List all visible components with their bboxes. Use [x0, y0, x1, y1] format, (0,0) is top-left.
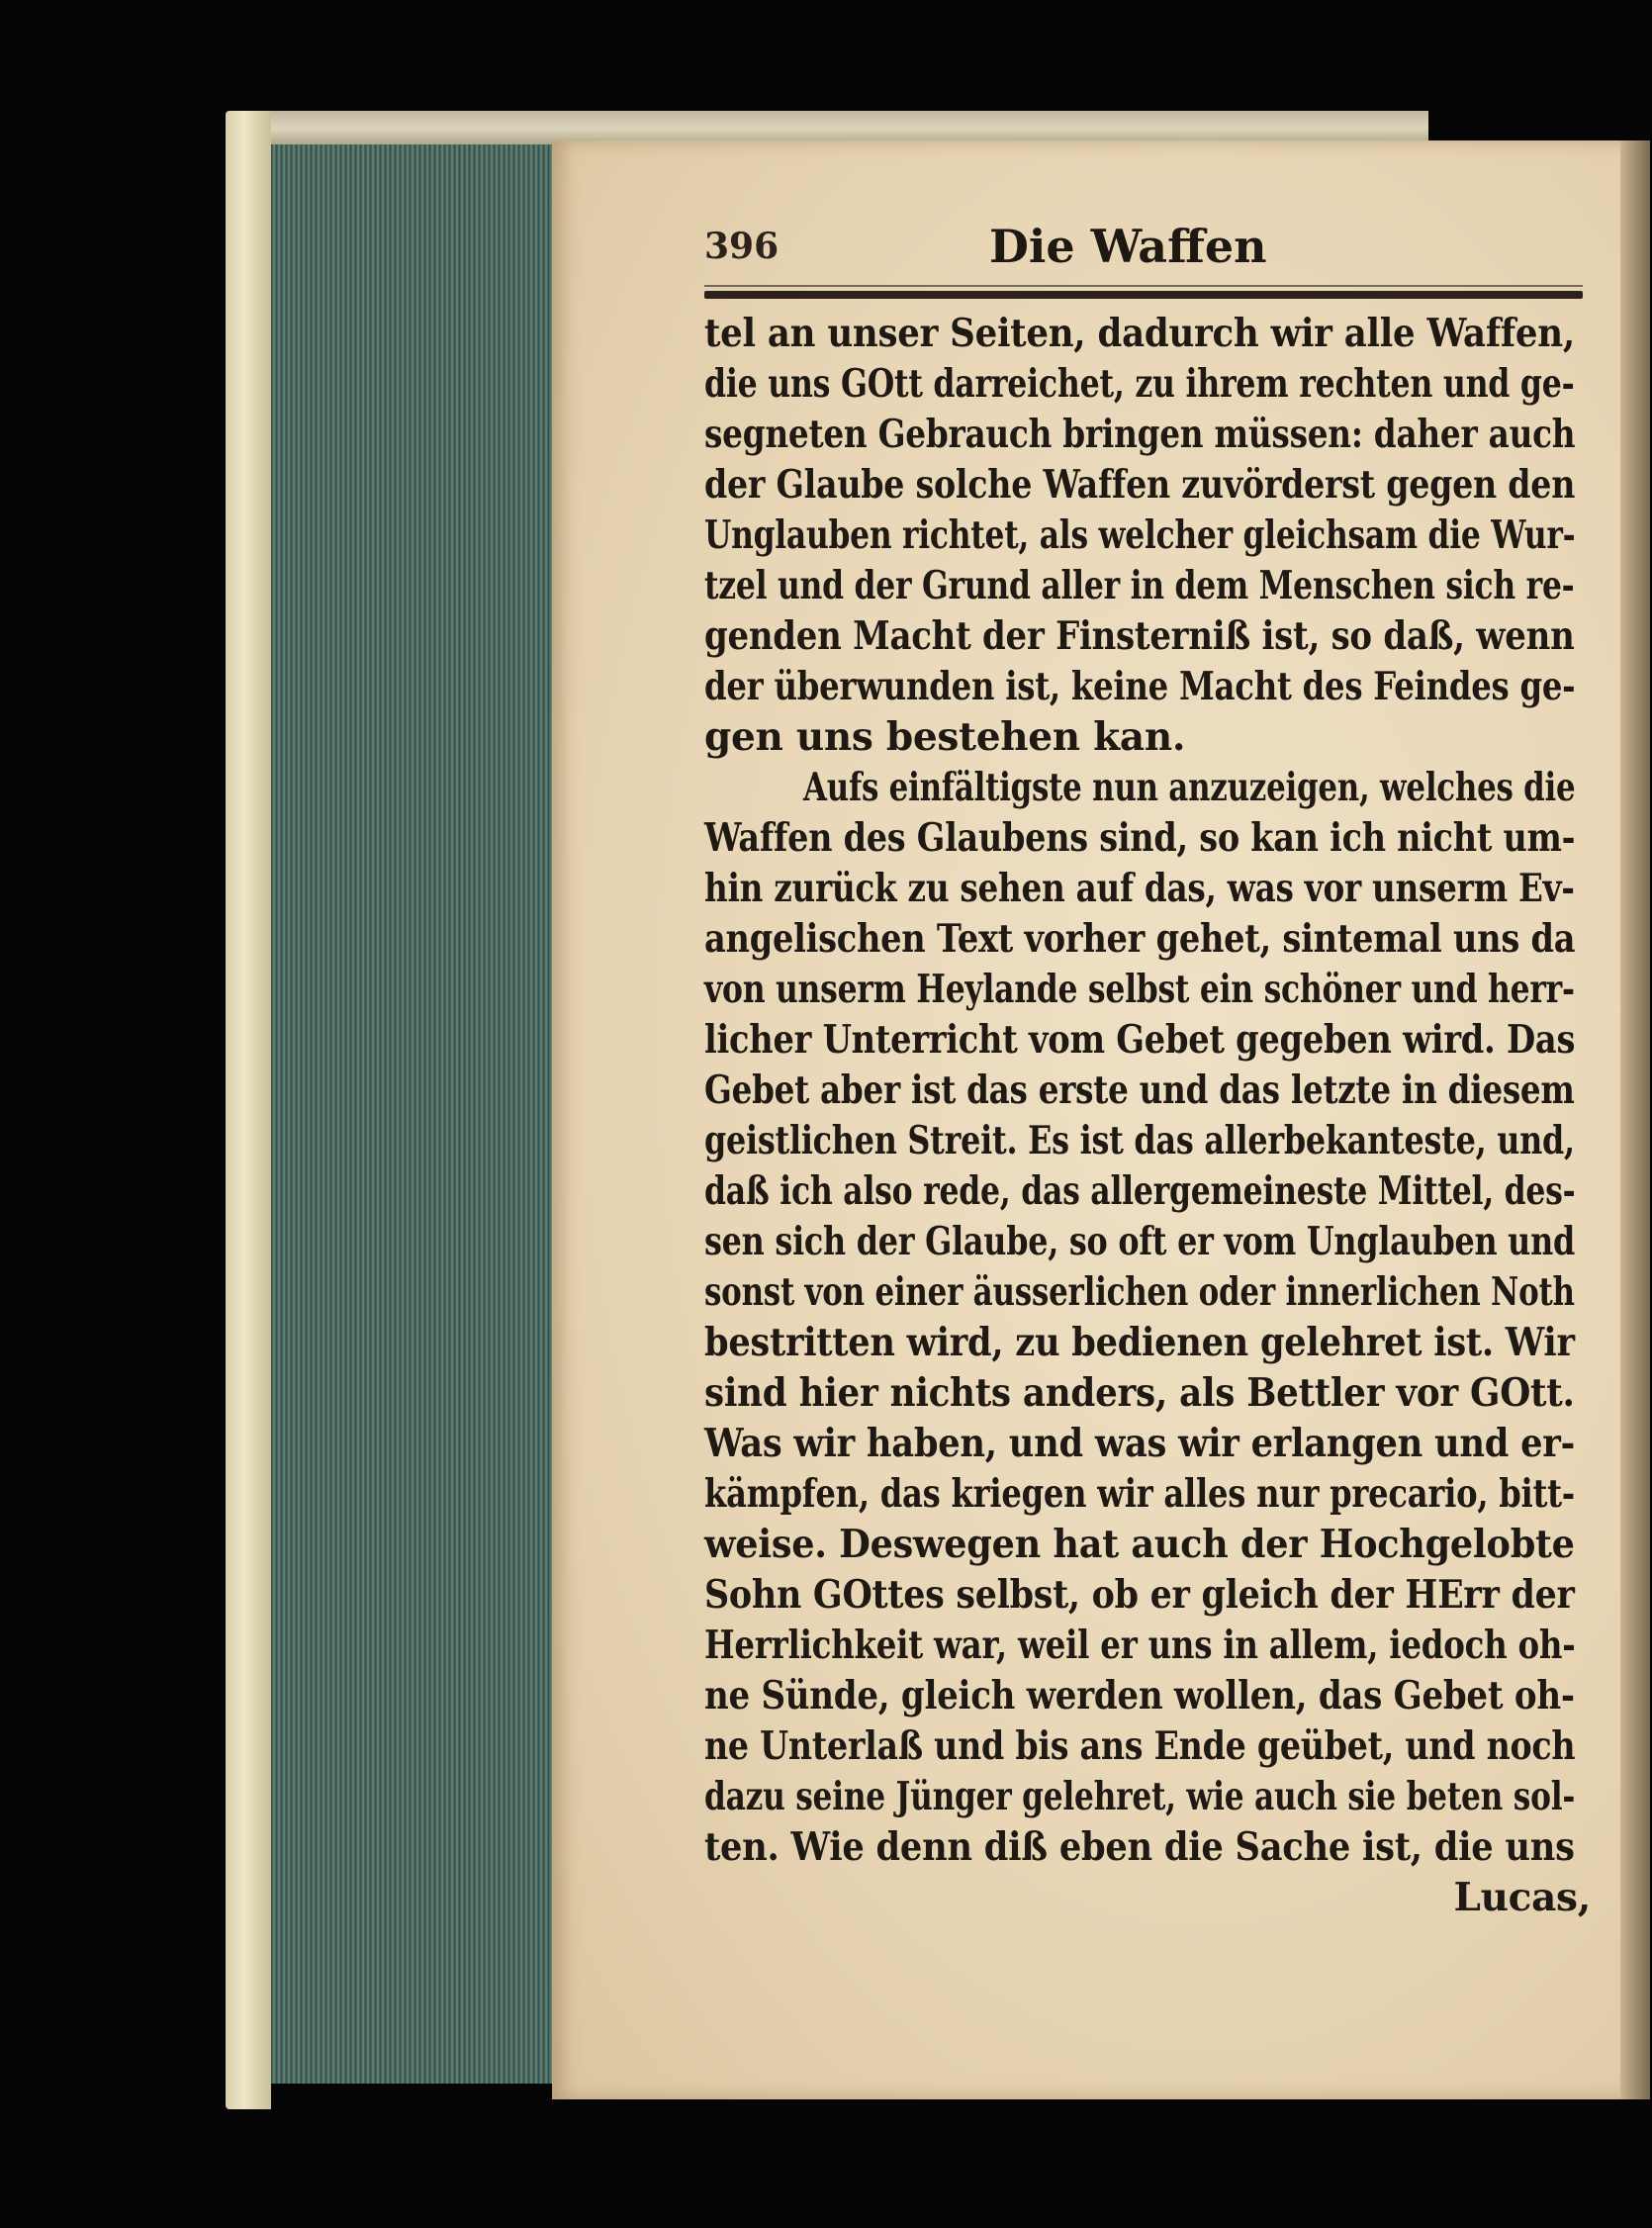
- text-line: geistlichen Streit. Es ist das allerbekanteste, und,: [704, 1118, 1575, 1163]
- text-line: Sohn GOttes selbst, ob er gleich der HErr der: [704, 1572, 1575, 1618]
- text-line: tel an unser Seiten, dadurch wir alle Waffen,: [704, 311, 1575, 356]
- text-line: daß ich also rede, das allergemeineste Mittel, des-: [704, 1168, 1576, 1214]
- text-line: die uns GOtt darreichet, zu ihrem rechten und ge-: [704, 361, 1575, 407]
- text-line: weise. Deswegen hat auch der Hochgelobte: [704, 1522, 1575, 1567]
- text-line: Waffen des Glaubens sind, so kan ich nicht um-: [704, 815, 1576, 861]
- text-line: sonst von einer äusserlichen oder innerlichen Noth: [704, 1269, 1575, 1315]
- text-line: sind hier nichts anders, als Bettler vor GOtt.: [704, 1370, 1575, 1416]
- text-line: dazu seine Jünger gelehret, wie auch sie beten sol-: [704, 1774, 1576, 1819]
- page-edges: [271, 144, 560, 2084]
- text-line: kämpfen, das kriegen wir alles nur precario, bitt-: [704, 1471, 1575, 1517]
- text-line: bestritten wird, zu bedienen gelehret ist. Wir: [704, 1320, 1575, 1365]
- body-text: [704, 309, 1595, 1923]
- text-line: angelischen Text vorher gehet, sintemal uns da: [704, 916, 1576, 962]
- text-line: der überwunden ist, keine Macht des Feindes ge-: [704, 664, 1576, 709]
- text-line: Unglauben richtet, als welcher gleichsam die Wur-: [704, 512, 1576, 558]
- text-line: ten. Wie denn diß eben die Sache ist, die uns: [704, 1824, 1575, 1870]
- text-line: tzel und der Grund aller in dem Menschen sich re-: [704, 563, 1575, 608]
- page-gutter: [1620, 140, 1650, 2099]
- text-line: gen uns bestehen kan.: [704, 714, 1186, 760]
- text-line: ne Unterlaß und bis ans Ende geübet, und noch: [704, 1723, 1576, 1769]
- text-line: hin zurück zu sehen auf das, was vor unserm Ev-: [704, 866, 1575, 911]
- text-line: Aufs einfältigste nun anzuzeigen, welches die: [803, 765, 1576, 810]
- catchword: Lucas,: [1453, 1875, 1591, 1920]
- text-line: licher Unterricht vom Gebet gegeben wird. Das: [704, 1017, 1576, 1063]
- text-line: sen sich der Glaube, so oft er vom Unglauben und: [704, 1219, 1575, 1264]
- text-line: Was wir haben, und was wir erlangen und er-: [704, 1421, 1575, 1466]
- book-cover-spine: [226, 111, 271, 2109]
- text-line: genden Macht der Finsterniß ist, so daß, wenn: [704, 613, 1575, 659]
- text-line: segneten Gebrauch bringen müssen: daher auch: [704, 412, 1576, 457]
- text-line: Gebet aber ist das erste und das letzte in diesem: [704, 1068, 1575, 1113]
- running-head: Die Waffen: [989, 220, 1267, 273]
- page-number: 396: [704, 226, 780, 267]
- text-line: von unserm Heylande selbst ein schöner und herr-: [704, 967, 1575, 1012]
- header-rule: [704, 291, 1583, 299]
- text-line: ne Sünde, gleich werden wollen, das Gebet oh-: [704, 1673, 1575, 1718]
- text-line: Herrlichkeit war, weil er uns in allem, iedoch oh-: [704, 1623, 1576, 1668]
- text-line: der Glaube solche Waffen zuvörderst gegen den: [704, 462, 1576, 508]
